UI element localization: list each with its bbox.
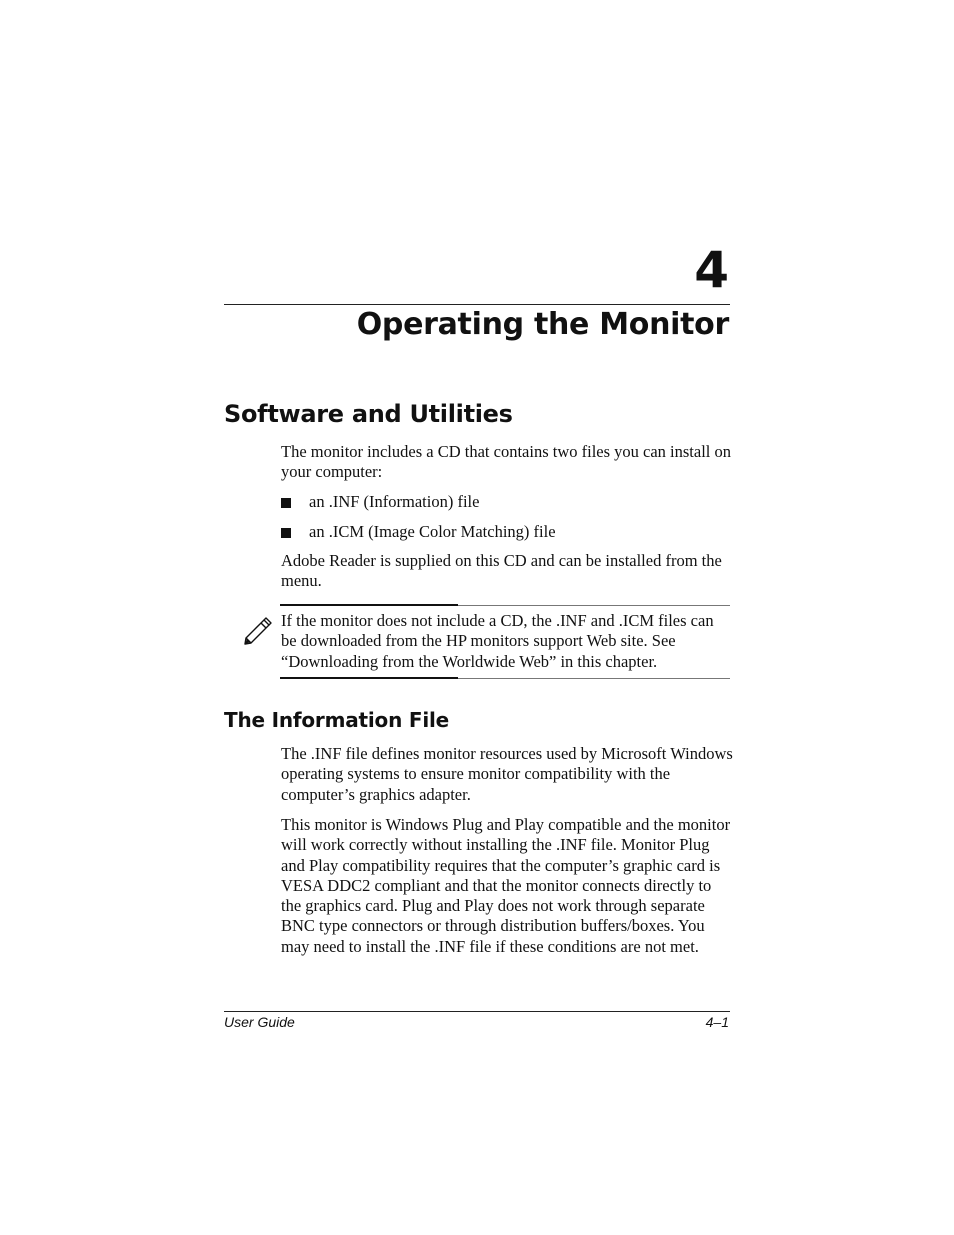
section-heading-software: Software and Utilities: [224, 400, 513, 428]
section-heading-information-file: The Information File: [224, 708, 450, 732]
footer-title: User Guide: [224, 1014, 295, 1030]
list-item-text: an .ICM (Image Color Matching) file: [309, 522, 556, 541]
chapter-number: 4: [694, 241, 729, 299]
chapter-title: Operating the Monitor: [356, 307, 729, 342]
plug-and-play-paragraph: This monitor is Windows Plug and Play compatible and the monitor will work correctly without installing the .INF file. Monitor Plug and Play compatibility requires that the computer’s graphic card is VESA DDC2 compliant and that the monitor connects directly to the graphics card. Plug and Play does not work through separate BNC type connectors or through distribution buffers/boxes. You may need to install the .INF file if these conditions are not met.: [281, 815, 731, 956]
adobe-reader-paragraph: Adobe Reader is supplied on this CD and can be installed from the menu.: [281, 551, 722, 591]
note-text: If the monitor does not include a CD, the .INF and .ICM files can be downloaded from the HP monitors support Web site. See “Downloading from the Worldwide Web” in this chapter.: [281, 611, 714, 671]
note-bottom-rule-accent: [280, 677, 458, 679]
pencil-note-icon: [240, 611, 276, 647]
list-item-text: an .INF (Information) file: [309, 492, 480, 511]
bullet-square-icon: [281, 528, 291, 538]
software-intro-paragraph: The monitor includes a CD that contains two files you can install on your computer:: [281, 442, 731, 482]
footer-rule: [224, 1011, 730, 1012]
page-number: 4–1: [705, 1014, 729, 1030]
inf-definition-paragraph: The .INF file defines monitor resources used by Microsoft Windows operating systems to ensure monitor compatibility with the computer’s graphics adapter.: [281, 744, 733, 804]
note-top-rule-accent: [280, 604, 458, 606]
bullet-square-icon: [281, 498, 291, 508]
